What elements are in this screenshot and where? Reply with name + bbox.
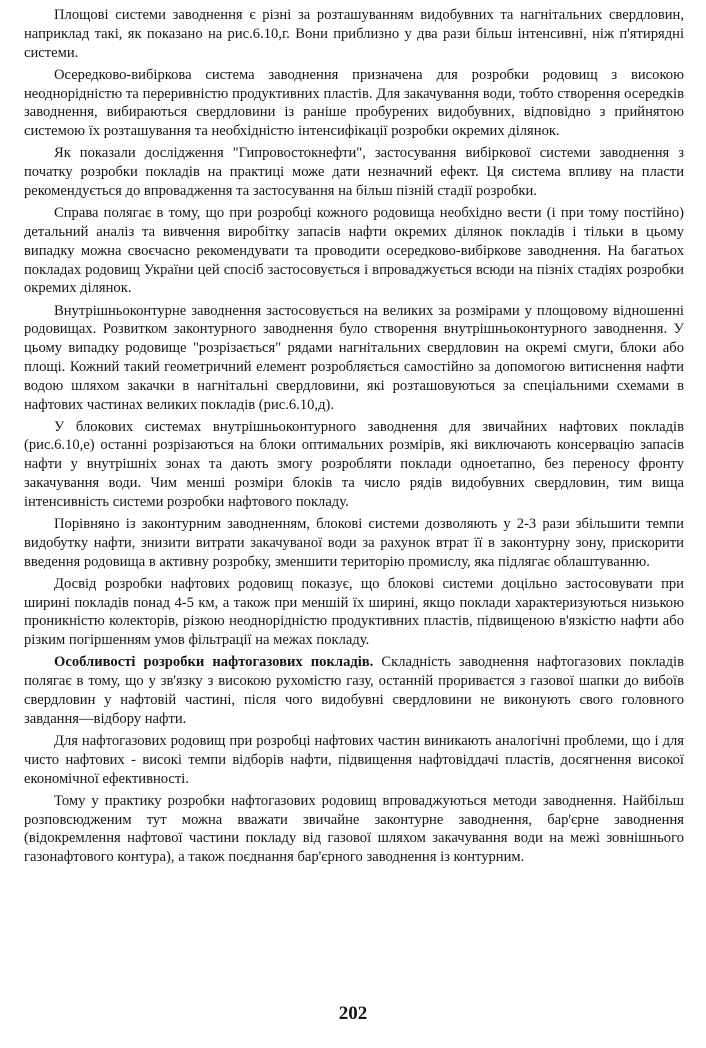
paragraph-detailed-analysis <box>24 204 684 298</box>
paragraph-text: Для нафтогазових родовищ при розробці нафтових частин виникають аналогічні проблеми, що і для чисто нафтових - високі темпи відборів нафти, підвищення нафтовіддачі пластів, досягнення високої економічної ефективності. <box>24 733 684 787</box>
paragraph-block-systems <box>24 418 684 512</box>
paragraph-text: Як показали дослідження "Гипровостокнефти", застосування вибіркової системи заводнення з початку розробки покладів на практиці може дати незначний ефект. Ця система впливу на пласти рекомендується до впровадження та застосування на більш пізній стадії розробки. <box>24 145 684 199</box>
paragraph-areal-systems <box>24 6 684 62</box>
paragraph-text: Внутрішньоконтурне заводнення застосовується на великих за розмірами у площовому відношенні родовищах. Розвитком законтурного заводнення було створення внутрішньоконтурного заводнення. У цьому випадку родовище "розрізається" рядами нагнітальних свердловин на окремі смуги, блоки або площі. Кожний такий геометричний елемент розробляється самостійно за допомогою витиснення нафти водою шляхом закачки в нагнітальні свердловини, які розташовуються за спеціальними схемами в нафтових частинах великих покладів (рис.6.10,д). <box>24 302 684 413</box>
paragraph-text: Осередково-вибіркова система заводнення призначена для розробки родовищ з високою неоднорідністю та переривністю продуктивних пластів. Для закачування води, тобто створення осередків заводнення, вибираються свердловини із раніше пробурених видобувних, відповідно з прийнятою системою їх розташування та необхідністю інтенсифікації розробки окремих ділянок. <box>24 66 684 140</box>
paragraph-development-experience <box>24 575 684 650</box>
paragraph-text: Справа полягає в тому, що при розробці кожного родовища необхідно вести (і при тому постійно) детальний аналіз та вивчення виробітку запасів нафти окремих ділянок покладів і тільки в цьому випадку можна своєчасно рекомендувати та проводити осередково-вибіркове заводнення. На багатьох покладах родовищ України цей спосіб застосовується і впроваджується всюди на пізніх стадіях розробки окремих ділянок. <box>24 205 684 297</box>
paragraph-intracontour-flooding <box>24 302 684 415</box>
paragraph-focal-selective-system <box>24 66 684 141</box>
paragraph-oil-gas-problems <box>24 732 684 788</box>
paragraph-text: Складність заводнення нафтогазових покладів полягає в тому, що у зв'язку з високою рухомістю газу, останній прориваєтся з газової шапки до вибоїв свердловин у нафтовій частині, після чого видобувні свердловини не виконують свого головного завдання—відбору нафти. <box>24 654 684 727</box>
paragraph-text: Площові системи заводнення є різні за розташуванням видобувних та нагнітальних свердловин, наприклад такі, як показано на рис.6.10,г. Вони приблизно у два рази більш інтенсивні, ніж п'ятирядні системи. <box>24 7 684 61</box>
paragraph-text: Тому у практику розробки нафтогазових родовищ впроваджуються методи заводнення. Найбільш розповсюдженим тут можна вважати звичайне законтурне заводнення, бар'єрне заводнення (відокремлення нафтової частини покладу від газової шляхом закачування води на межі зовнішнього газонафтового контура), а також поєднання бар'єрного заводнення із контурним. <box>24 792 684 866</box>
paragraph-research-results <box>24 144 684 200</box>
page-number: 202 <box>338 1003 368 1024</box>
paragraph-text: У блокових системах внутрішньоконтурного заводнення для звичайних нафтових покладів (рис.6.10,е) останні розрізаються на блоки оптимальних розмірів, які виключають консервацію запасів нафти у внутрішніх зонах та дають змогу розробляти поклади одноетапно, без переносу фронту закачування води. Чим менші розміри блоків та число рядів видобувних свердловин, тим вища інтенсивність системи розробки нафтового покладу. <box>24 418 684 510</box>
paragraph-block-advantages <box>24 515 684 571</box>
paragraph-flooding-methods <box>24 792 684 867</box>
document-body <box>24 6 684 870</box>
paragraph-text: Порівняно із законтурним заводненням, блокові системи дозволяють у 2-3 рази збільшити темпи видобутку нафти, знизити витрати закачуваної води за рахунок втрат її в законтурну зону, прискорити введення родовища в активну розробку, зменшити територію промислу, яка підлягає облаштуванню. <box>24 516 684 570</box>
paragraph-oil-gas-features <box>24 653 684 728</box>
paragraph-lead: Особливості розробки нафтогазових покладів. <box>54 654 374 671</box>
paragraph-text: Досвід розробки нафтових родовищ показує, що блокові системи доцільно застосовувати при ширині покладів понад 4-5 км, а також при меншій їх ширині, якщо поклади характеризуються низькою проникністю колекторів, різкою неоднорідністю продуктивних пластів, підвищеною в'язкістю нафти або різким погіршенням умов фільтрації на межах покладу. <box>24 575 684 649</box>
